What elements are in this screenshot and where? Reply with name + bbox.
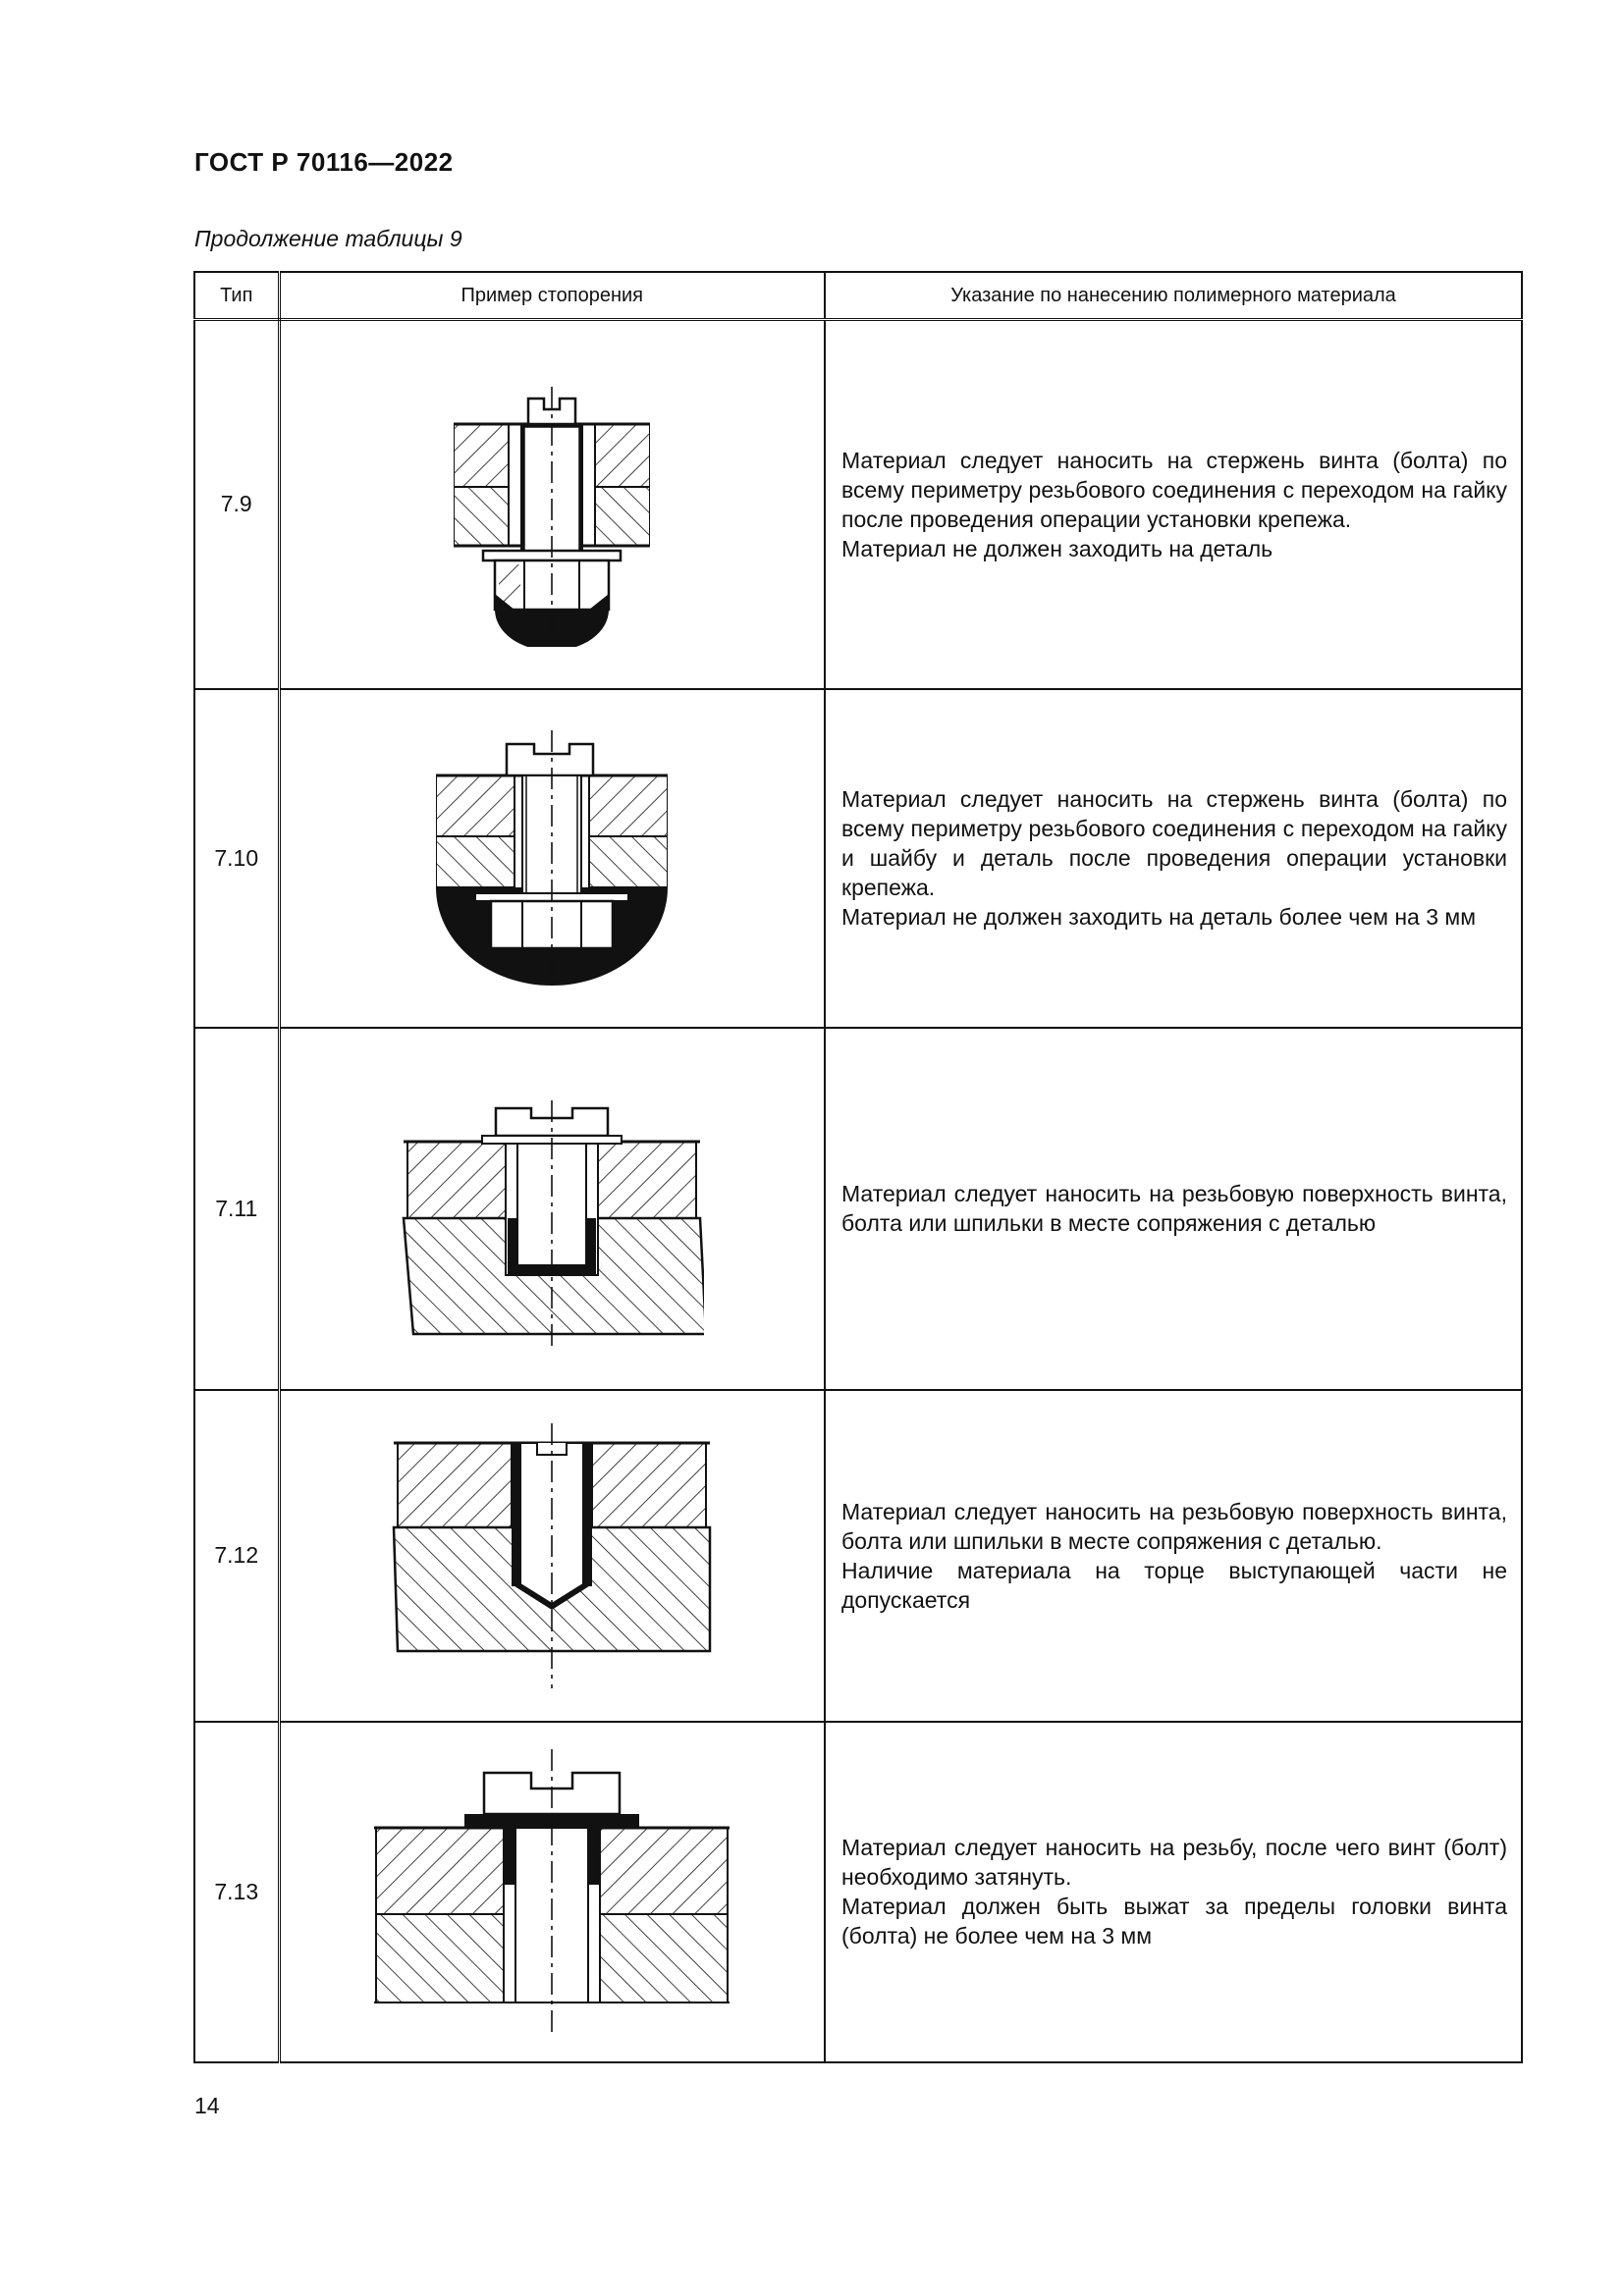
instruction-paragraph: Материал следует наносить на резьбу, после чего винт (болт) необходимо затянуть. — [841, 1835, 1507, 1891]
column-header-example: Пример стопорения — [279, 272, 825, 320]
type-cell: 7.13 — [194, 1722, 279, 2063]
page-number: 14 — [194, 2093, 220, 2118]
screw-blind-hole-compound-icon — [400, 1071, 704, 1346]
type-cell: 7.12 — [194, 1390, 279, 1722]
table-row — [194, 320, 1522, 689]
instruction-paragraph: Наличие материала на торце выступающей части не допускается — [841, 1557, 1507, 1613]
screw-nut-washer-dome-compound-icon — [436, 730, 668, 986]
instruction-paragraph: Материал не должен заходить на деталь — [841, 535, 1273, 561]
figure-cell — [279, 1390, 825, 1722]
screw-nut-cap-compound-icon — [454, 362, 650, 647]
figure-cell — [279, 1028, 825, 1390]
instruction-paragraph: Материал должен быть выжат за пределы головки винта (болта) не более чем на 3 мм — [841, 1894, 1507, 1949]
figure-cell — [279, 320, 825, 689]
table-row — [194, 689, 1522, 1028]
figure-cell — [279, 1722, 825, 2063]
figure-cell — [279, 689, 825, 1028]
table-row — [194, 1390, 1522, 1722]
instruction-cell — [825, 1390, 1522, 1722]
table-row — [194, 1722, 1522, 2063]
screw-head-extruded-compound-icon — [370, 1749, 733, 2034]
setscrew-thread-compound-icon — [390, 1423, 714, 1688]
instruction-cell — [825, 1722, 1522, 2063]
instruction-cell — [825, 689, 1522, 1028]
instruction-paragraph: Материал следует наносить на резьбовую поверхность винта, болта или шпильки в месте сопряжения с деталью. — [841, 1498, 1507, 1554]
table-row — [194, 1028, 1522, 1390]
table-header-row — [194, 272, 1522, 320]
instruction-paragraph: Материал не должен заходить на деталь более чем на 3 мм — [841, 904, 1477, 930]
table-9 — [193, 271, 1523, 2063]
type-cell: 7.9 — [194, 320, 279, 689]
instruction-paragraph: Материал следует наносить на резьбовую поверхность винта, болта или шпильки в месте сопряжения с деталью — [841, 1181, 1507, 1236]
instruction-paragraph: Материал следует наносить на стержень винта (болта) по всему периметру резьбового соединения с переходом на гайку и шайбу и деталь после проведения операции установки крепежа. — [841, 786, 1507, 900]
column-header-type: Тип — [194, 272, 279, 320]
column-header-instruction: Указание по нанесению полимерного материала — [825, 272, 1522, 320]
type-cell: 7.10 — [194, 689, 279, 1028]
instruction-cell — [825, 320, 1522, 689]
table-caption: Продолжение таблицы 9 — [194, 226, 462, 251]
document-header: ГОСТ Р 70116—2022 — [194, 147, 454, 177]
instruction-paragraph: Материал следует наносить на стержень винта (болта) по всему периметру резьбового соединения с переходом на гайку после проведения операции установки крепежа. — [841, 447, 1507, 532]
type-cell: 7.11 — [194, 1028, 279, 1390]
instruction-cell — [825, 1028, 1522, 1390]
